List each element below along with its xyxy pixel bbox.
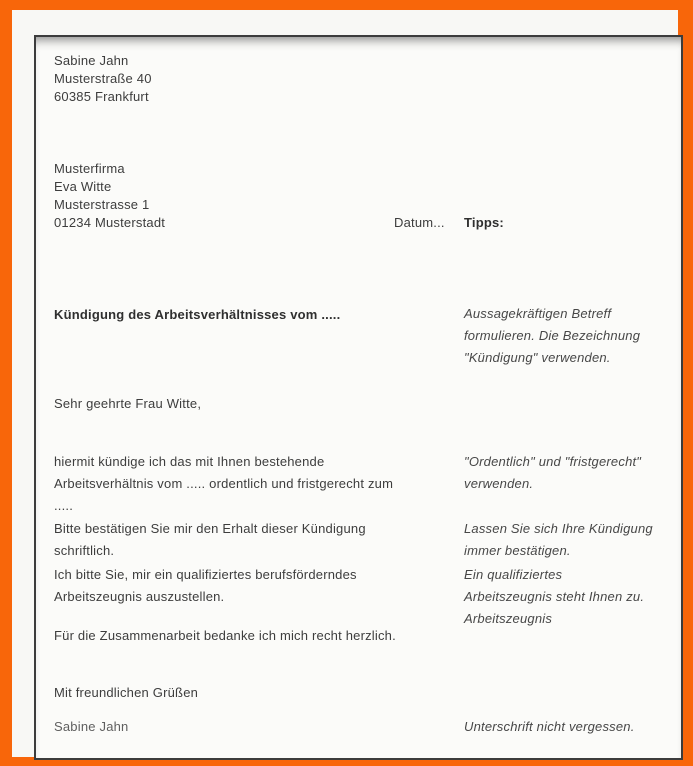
sender-city: 60385 Frankfurt xyxy=(54,89,149,104)
letter-paper xyxy=(34,35,683,760)
paragraph-line: Bitte bestätigen Sie mir den Erhalt dieser Kündigung xyxy=(54,521,366,536)
paragraph-line: ..... xyxy=(54,498,74,513)
closing: Mit freundlichen Grüßen xyxy=(54,685,199,700)
greeting: Sehr geehrte Frau Witte, xyxy=(54,396,202,411)
date-label: Datum... xyxy=(394,215,445,230)
tip-ordentlich xyxy=(464,451,641,495)
tip-bestaetigung-line: immer bestätigen. xyxy=(464,543,571,558)
tip-zeugnis-line: Arbeitszeugnis xyxy=(464,611,553,626)
paragraph-line: schriftlich. xyxy=(54,543,115,558)
paragraph-line: Arbeitszeugnis auszustellen. xyxy=(54,589,225,604)
tip-ordentlich-line: "Ordentlich" und "fristgerecht" xyxy=(464,454,642,469)
recipient-company: Musterfirma xyxy=(54,161,125,176)
tip-zeugnis-line: Arbeitszeugnis steht Ihnen zu. xyxy=(464,589,645,604)
recipient-address-block xyxy=(54,160,165,232)
subject-line: Kündigung des Arbeitsverhältnisses vom ..... xyxy=(54,307,341,322)
body-paragraph-2 xyxy=(54,518,366,562)
tips-column-header: Tipps: xyxy=(464,215,504,230)
sender-name: Sabine Jahn xyxy=(54,53,129,68)
recipient-name: Eva Witte xyxy=(54,179,112,194)
recipient-street: Musterstrasse 1 xyxy=(54,197,150,212)
tip-betreff-line: "Kündigung" verwenden. xyxy=(464,350,611,365)
paragraph-line: Arbeitsverhältnis vom ..... ordentlich und fristgerecht zum xyxy=(54,476,394,491)
tip-betreff-line: formulieren. Die Bezeichnung xyxy=(464,328,641,343)
tip-betreff-line: Aussagekräftigen Betreff xyxy=(464,306,612,321)
paragraph-line: Ich bitte Sie, mir ein qualifiziertes berufsförderndes xyxy=(54,567,357,582)
body-paragraph-4: Für die Zusammenarbeit bedanke ich mich recht herzlich. xyxy=(54,628,396,643)
tip-unterschrift: Unterschrift nicht vergessen. xyxy=(464,719,635,734)
tip-ordentlich-line: verwenden. xyxy=(464,476,534,491)
tip-bestaetigung xyxy=(464,518,653,562)
body-paragraph-1 xyxy=(54,451,393,517)
paragraph-line: hiermit kündige ich das mit Ihnen bestehende xyxy=(54,454,325,469)
tip-bestaetigung-line: Lassen Sie sich Ihre Kündigung xyxy=(464,521,653,536)
signature-name: Sabine Jahn xyxy=(54,719,129,734)
body-paragraph-3 xyxy=(54,564,357,608)
sender-address-block xyxy=(54,52,152,106)
recipient-city: 01234 Musterstadt xyxy=(54,215,166,230)
tip-betreff xyxy=(464,303,640,369)
tip-zeugnis-line: Ein qualifiziertes xyxy=(464,567,563,582)
sender-street: Musterstraße 40 xyxy=(54,71,152,86)
frame-mat xyxy=(12,10,678,757)
tip-zeugnis xyxy=(464,564,644,630)
